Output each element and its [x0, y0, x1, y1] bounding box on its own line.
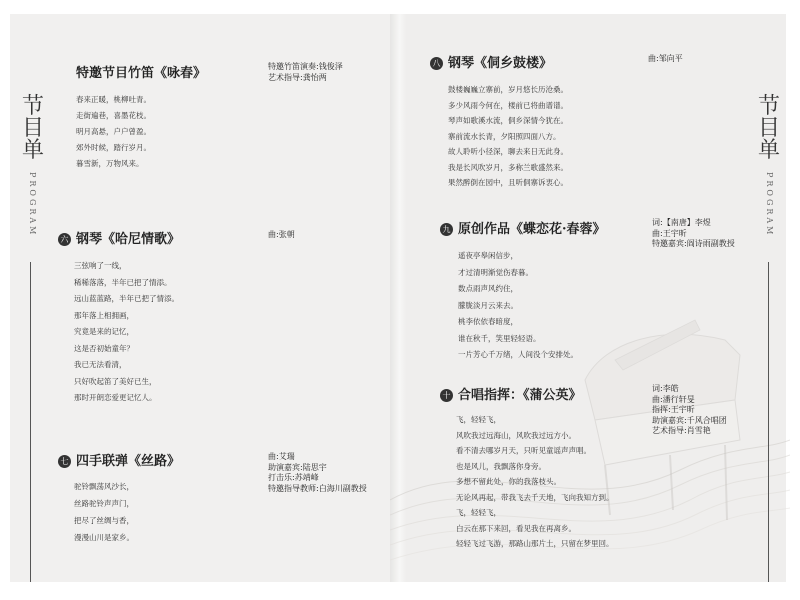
- lyric-line: 谁在秋千，笑里轻轻语。: [458, 333, 541, 343]
- item-title-text: 合唱指挥：《蒲公英》: [458, 388, 582, 403]
- lyric-line: 鼓楼巍巍立寨前，岁月悠长历沧桑。: [448, 85, 568, 94]
- lyric-line: 漫漫山川是家乡。: [74, 533, 134, 542]
- credit-line: 曲:邹向平: [648, 54, 683, 63]
- heading-char-2: 目: [22, 116, 45, 141]
- heading-subtitle: PROGRAM: [28, 172, 37, 238]
- credit-line: 艺术指导:龚怡两: [268, 72, 327, 82]
- lyric-line: 飞，轻轻飞，: [456, 415, 501, 424]
- lyric-line: 琴声如歌溪水流，侗乡深情今犹在。: [448, 116, 568, 125]
- heading-char-1: 节: [758, 94, 781, 119]
- credit-line: 指挥:王宇昕: [652, 405, 695, 414]
- heading-char-2: 目: [758, 116, 781, 141]
- lyric-line: 白云在那下来回，看见我在再离乡。: [456, 523, 576, 533]
- lyric-line: 那年落上相拥画，: [74, 310, 134, 320]
- lyric-line: 朦胧淡月云来去。: [458, 300, 518, 310]
- item-title: [440, 218, 606, 237]
- credit-line: 词:【南唐】李煜: [652, 218, 711, 227]
- credit-line: 打击乐:苏靖峰: [268, 473, 319, 482]
- lyric-line: 一片芳心千万绪，人间没个安排处。: [458, 350, 578, 359]
- credit-line: 曲:潘行轩旻: [652, 394, 695, 404]
- heading-subtitle: PROGRAM: [765, 172, 774, 238]
- lyric-line: 也是风儿，我飘落你身旁。: [456, 461, 546, 471]
- item-title: [440, 384, 582, 403]
- item-credits: [652, 384, 727, 437]
- lyric-line: 只好吹起笛了美好已生，: [74, 376, 157, 386]
- lyric-line: 明月高悬，户户曾盈。: [76, 127, 151, 136]
- item-number-badge: 七: [58, 455, 71, 468]
- lyric-line: 暮雪新，万物风来。: [76, 159, 144, 168]
- lyric-line: 这是否初始童年？: [74, 343, 134, 353]
- lyric-line: 驼铃飘荡风沙长，: [74, 482, 134, 491]
- divider-line: [30, 262, 31, 582]
- lyric-line: 遥夜亭皋闲信步，: [458, 251, 518, 260]
- credit-line: 助演嘉宾:陆思宇: [268, 462, 327, 472]
- credit-line: 特邀指导教师:白海川副教授: [268, 483, 367, 493]
- credit-line: 艺术指导:肖雪艳: [652, 426, 711, 435]
- lyric-line: 桃李依依春暗度，: [458, 317, 518, 326]
- item-credits: [652, 218, 735, 250]
- item-lyrics: [76, 92, 151, 172]
- item-title: [58, 450, 180, 469]
- item-title: [430, 52, 552, 71]
- item-title-text: 钢琴《侗乡鼓楼》: [448, 56, 553, 71]
- lyric-line: 多想不留此处，你的我落枝头。: [456, 477, 561, 486]
- item-credits: [268, 62, 343, 83]
- credit-line: 特邀嘉宾:阎诗雨副教授: [652, 239, 735, 248]
- item-lyrics: [458, 248, 578, 364]
- lyric-line: 才过清明渐觉伤春暮。: [458, 267, 533, 277]
- credit-line: 曲:张朝: [268, 230, 295, 239]
- credit-line: 词:李皓: [652, 384, 679, 393]
- heading-char-1: 节: [22, 94, 45, 119]
- item-number-badge: 九: [440, 223, 453, 236]
- lyric-line: 那时开朗恋爱更记忆人。: [74, 393, 157, 402]
- lyric-line: 风吹我过远海山，风吹我过远方小。: [456, 430, 576, 440]
- lyric-line: 我已无法看清，: [74, 360, 127, 369]
- item-credits: [268, 452, 367, 494]
- lyric-line: 丝路驼铃声声门，: [74, 499, 134, 508]
- item-lyrics: [448, 82, 568, 191]
- item-credits: [268, 230, 295, 241]
- lyric-line: 春来正暖，桃柳吐青。: [76, 95, 151, 104]
- lyric-line: 故人聆听小径深，聊去来日无此身。: [448, 147, 568, 156]
- item-number-badge: 八: [430, 57, 443, 70]
- item-number-badge: 十: [440, 389, 453, 402]
- credit-line: 曲:王宇昕: [652, 228, 687, 238]
- lyric-line: 多少风雨今何在，楼前已将曲谱谱。: [448, 100, 568, 110]
- credit-line: 曲:艾瑞: [268, 452, 295, 461]
- lyric-line: 果然醉倒在园中，且听侗寨诉衷心。: [448, 178, 568, 187]
- lyric-line: 远山蓝蓝路，半年已把了情添。: [74, 294, 179, 303]
- lyric-line: 寨前流水长青，夕阳照四面八方。: [448, 131, 561, 141]
- lyric-line: 把尽了丝绸与香，: [74, 516, 134, 525]
- item-title-text: 钢琴《哈尼情歌》: [76, 232, 181, 247]
- item-title: [58, 228, 180, 247]
- item-title: 特邀节目竹笛《咏春》: [76, 66, 207, 81]
- credit-line: 助演嘉宾:千风合唱团: [652, 415, 727, 425]
- lyric-line: 稀稀落落，半年已把了情添。: [74, 277, 172, 287]
- item-lyrics: [74, 258, 179, 407]
- heading-char-3: 单: [22, 138, 45, 163]
- item-credits: [648, 54, 683, 65]
- item-title-text: 四手联弹《丝路》: [76, 454, 181, 469]
- lyric-line: 三弦响了一线，: [74, 261, 127, 270]
- item-lyrics: [456, 412, 614, 552]
- lyric-line: 无论风再起，带我飞去千天地，飞向我知方到。: [456, 492, 614, 502]
- heading-char-3: 单: [758, 138, 781, 163]
- lyric-line: 飞，轻轻飞，: [456, 508, 501, 517]
- lyric-line: 究竟是来的记忆，: [74, 327, 134, 336]
- lyric-line: 我是长风吹岁月，多称兰歌盛然来。: [448, 162, 568, 172]
- divider-line: [768, 262, 769, 582]
- lyric-line: 郊外时候，踏行岁月。: [76, 143, 151, 152]
- credit-line: 特邀竹笛演奏:钱俊泽: [268, 62, 343, 71]
- item-title-text: 原创作品《蝶恋花·春蓉》: [458, 222, 606, 237]
- lyric-line: 轻轻飞过飞游，那路山那片土，只留在梦里回。: [456, 539, 614, 548]
- left-page: [10, 14, 390, 582]
- lyric-line: 看不清去哪岁月天，只听见童谣声声唱。: [456, 446, 591, 455]
- item-number-badge: 六: [58, 233, 71, 246]
- lyric-line: 走街遍巷，喜墨花枝。: [76, 111, 151, 120]
- lyric-line: 数点雨声风约住，: [458, 284, 518, 293]
- item-lyrics: [74, 478, 134, 546]
